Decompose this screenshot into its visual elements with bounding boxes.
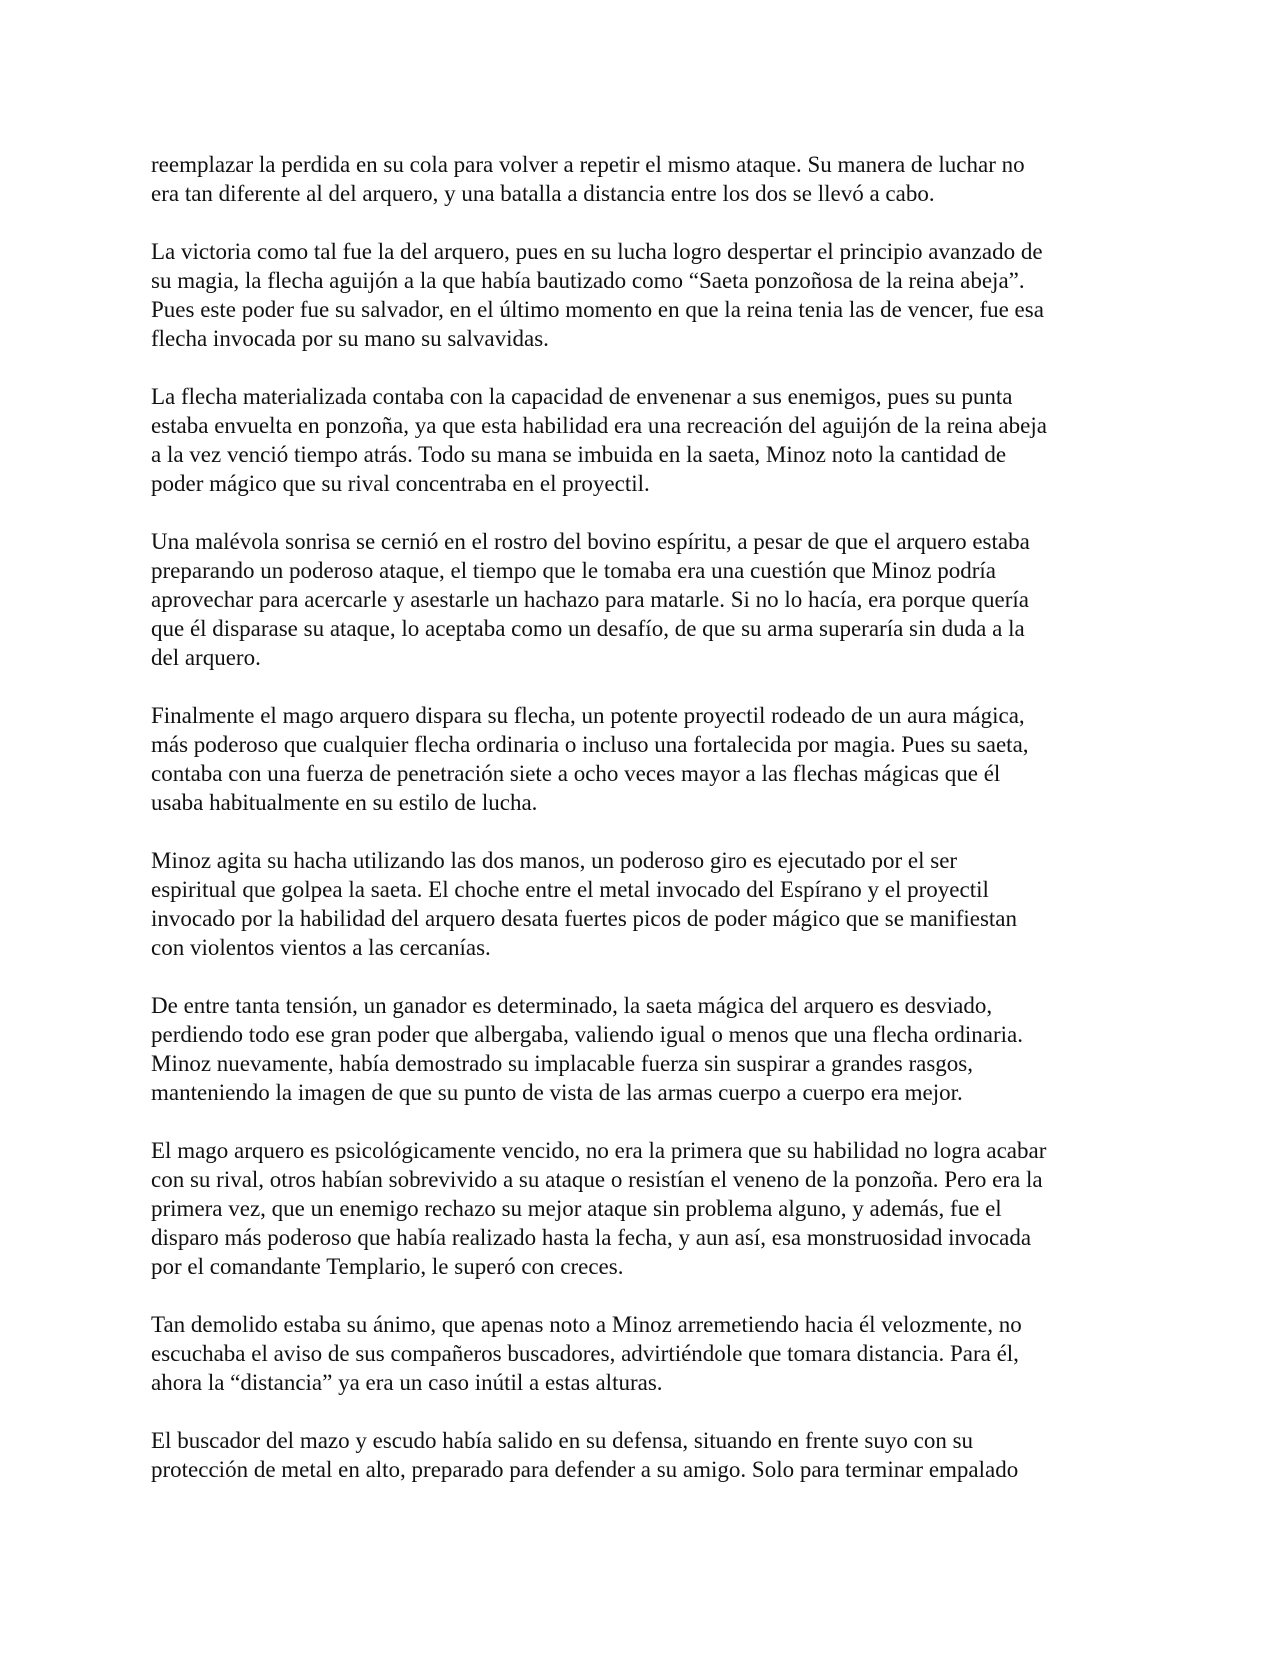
text-line: que él disparase su ataque, lo aceptaba como un desafío, de que su arma superaría sin duda a la [151, 616, 1025, 641]
text-line: contaba con una fuerza de penetración siete a ocho veces mayor a las flechas mágicas que él [151, 761, 1001, 786]
text-line: El buscador del mazo y escudo había salido en su defensa, situando en frente suyo con su [151, 1428, 974, 1453]
paragraph-5 [151, 701, 1141, 817]
text-line: perdiendo todo ese gran poder que albergaba, valiendo igual o menos que una flecha ordinaria. [151, 1022, 1023, 1047]
text-line: más poderoso que cualquier flecha ordinaria o incluso una fortalecida por magia. Pues su saeta, [151, 732, 1029, 757]
paragraph-2 [151, 237, 1141, 353]
paragraph-7 [151, 991, 1141, 1107]
text-line: Minoz agita su hacha utilizando las dos manos, un poderoso giro es ejecutado por el ser [151, 848, 958, 873]
text-line: manteniendo la imagen de que su punto de vista de las armas cuerpo a cuerpo era mejor. [151, 1080, 963, 1105]
text-line: del arquero. [151, 645, 261, 670]
text-line: escuchaba el aviso de sus compañeros buscadores, advirtiéndole que tomara distancia. Para él, [151, 1341, 1019, 1366]
text-line: La flecha materializada contaba con la capacidad de envenenar a sus enemigos, pues su punta [151, 384, 1013, 409]
paragraph-6 [151, 846, 1141, 962]
paragraph-9 [151, 1310, 1141, 1397]
text-line: estaba envuelta en ponzoña, ya que esta habilidad era una recreación del aguijón de la reina abeja [151, 413, 1047, 438]
text-line: disparo más poderoso que había realizado hasta la fecha, y aun así, esa monstruosidad invocada [151, 1225, 1032, 1250]
text-line: era tan diferente al del arquero, y una batalla a distancia entre los dos se llevó a cabo. [151, 181, 935, 206]
text-line: protección de metal en alto, preparado para defender a su amigo. Solo para terminar empalado [151, 1457, 1019, 1482]
paragraph-10 [151, 1426, 1141, 1484]
text-line: usaba habitualmente en su estilo de lucha. [151, 790, 538, 815]
text-line: preparando un poderoso ataque, el tiempo que le tomaba era una cuestión que Minoz podría [151, 558, 996, 583]
text-line: flecha invocada por su mano su salvavidas. [151, 326, 549, 351]
text-line: Pues este poder fue su salvador, en el último momento en que la reina tenia las de vencer, fue esa [151, 297, 1044, 322]
paragraph-8 [151, 1136, 1141, 1281]
document-page [151, 150, 1141, 1513]
text-line: De entre tanta tensión, un ganador es determinado, la saeta mágica del arquero es desviado, [151, 993, 993, 1018]
text-line: El mago arquero es psicológicamente vencido, no era la primera que su habilidad no logra acabar [151, 1138, 1047, 1163]
text-line: Tan demolido estaba su ánimo, que apenas noto a Minoz arremetiendo hacia él velozmente, no [151, 1312, 1022, 1337]
text-line: por el comandante Templario, le superó con creces. [151, 1254, 624, 1279]
paragraph-3 [151, 382, 1141, 498]
text-line: primera vez, que un enemigo rechazo su mejor ataque sin problema alguno, y además, fue el [151, 1196, 1002, 1221]
text-line: a la vez venció tiempo atrás. Todo su mana se imbuida en la saeta, Minoz noto la cantidad de [151, 442, 1007, 467]
text-line: espiritual que golpea la saeta. El choche entre el metal invocado del Espírano y el proyectil [151, 877, 989, 902]
text-line: invocado por la habilidad del arquero desata fuertes picos de poder mágico que se manifiestan [151, 906, 1018, 931]
text-line: poder mágico que su rival concentraba en el proyectil. [151, 471, 650, 496]
text-line: reemplazar la perdida en su cola para volver a repetir el mismo ataque. Su manera de luchar no [151, 152, 1025, 177]
paragraph-1 [151, 150, 1141, 208]
text-line: ahora la “distancia” ya era un caso inútil a estas alturas. [151, 1370, 663, 1395]
text-line: su magia, la flecha aguijón a la que había bautizado como “Saeta ponzoñosa de la reina abeja”. [151, 268, 1025, 293]
text-line: Minoz nuevamente, había demostrado su implacable fuerza sin suspirar a grandes rasgos, [151, 1051, 973, 1076]
text-line: La victoria como tal fue la del arquero, pues en su lucha logro despertar el principio avanzado de [151, 239, 1043, 264]
text-line: con violentos vientos a las cercanías. [151, 935, 491, 960]
text-line: con su rival, otros habían sobrevivido a su ataque o resistían el veneno de la ponzoña. Pero era la [151, 1167, 1043, 1192]
text-line: aprovechar para acercarle y asestarle un hachazo para matarle. Si no lo hacía, era porque quería [151, 587, 1029, 612]
text-line: Una malévola sonrisa se cernió en el rostro del bovino espíritu, a pesar de que el arquero estaba [151, 529, 1030, 554]
paragraph-4 [151, 527, 1141, 672]
text-line: Finalmente el mago arquero dispara su flecha, un potente proyectil rodeado de un aura mágica, [151, 703, 1025, 728]
